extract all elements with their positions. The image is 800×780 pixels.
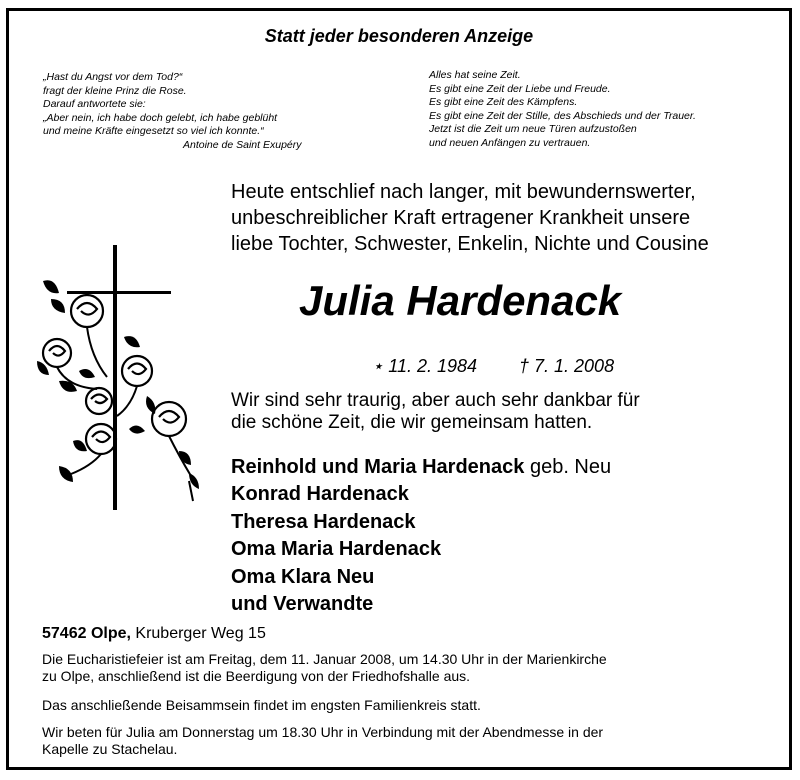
intro-text [231, 179, 709, 257]
death-date: † 7. 1. 2008 [519, 356, 615, 376]
notice-header: Statt jeder besonderen Anzeige [264, 26, 534, 46]
obituary-notice [6, 8, 792, 770]
notice-line: zu Olpe, anschließend ist die Beerdigung von der Friedhofshalle aus. [42, 668, 471, 684]
quote-line: Alles hat seine Zeit. [429, 69, 521, 81]
mourner-name: Konrad Hardenack [231, 483, 409, 506]
quote-line: und meine Kräfte eingesetzt so viel ich konnte.“ [43, 125, 264, 138]
birth-date: ⋆ 11. 2. 1984 [372, 356, 478, 376]
gathering-notice: Das anschließende Beisammsein findet im engsten Familienkreis statt. [42, 697, 481, 713]
intro-line: unbeschreiblicher Kraft ertragener Krankheit unsere [231, 207, 691, 229]
notice-line: Kapelle zu Stachelau. [42, 741, 178, 757]
quote-alles-hat-seine-zeit [429, 69, 696, 151]
quote-line: und neuen Anfängen zu vertrauen. [429, 136, 591, 149]
message-line: die schöne Zeit, die wir gemeinsam hatten. [231, 412, 593, 433]
quote-saint-exupery [43, 71, 302, 153]
quote-line: „Hast du Angst vor dem Tod?“ [43, 71, 183, 83]
mourner-name: Oma Maria Hardenack [231, 538, 442, 561]
quote-line: Jetzt ist die Zeit um neue Türen aufzustoßen [429, 123, 637, 136]
quote-line: Darauf antwortete sie: [43, 98, 146, 111]
mourner-name: Oma Klara Neu [231, 565, 375, 588]
quote-line: Es gibt eine Zeit der Liebe und Freude. [429, 82, 611, 95]
mourner-parents [231, 454, 611, 481]
mourner-name: und Verwandte [231, 593, 374, 616]
mourners-list [231, 454, 611, 618]
address-street: Kruberger Weg 15 [130, 625, 266, 642]
family-address [42, 625, 266, 643]
deceased-name: Julia Hardenack [299, 277, 622, 324]
mourner-name: Reinhold und Maria Hardenack [231, 456, 525, 478]
quote-line: fragt der kleine Prinz die Rose. [43, 84, 187, 97]
quote-line: Es gibt eine Zeit der Stille, des Abschieds und der Trauer. [429, 109, 696, 122]
quote-line: „Aber nein, ich habe doch gelebt, ich habe geblüht [43, 111, 278, 124]
cross-with-roses-icon [29, 241, 214, 526]
maiden-name-note: geb. Neu [524, 456, 612, 478]
prayer-notice [42, 724, 603, 758]
intro-line: liebe Tochter, Schwester, Enkelin, Nichte und Cousine [231, 233, 709, 255]
quote-author: Antoine de Saint Exupéry [183, 138, 302, 151]
notice-line: Die Eucharistiefeier ist am Freitag, dem 11. Januar 2008, um 14.30 Uhr in der Marienkirche [42, 651, 607, 667]
message-line: Wir sind sehr traurig, aber auch sehr dankbar für [231, 390, 640, 411]
intro-line: Heute entschlief nach langer, mit bewundernswerter, [231, 181, 696, 203]
mourner-name: Theresa Hardenack [231, 510, 416, 533]
address-city: 57462 Olpe, [42, 625, 131, 642]
notice-line: Wir beten für Julia am Donnerstag um 18.30 Uhr in Verbindung mit der Abendmesse in der [42, 724, 604, 740]
quote-line: Es gibt eine Zeit des Kämpfens. [429, 96, 578, 109]
mourning-message [231, 390, 640, 434]
funeral-service-notice [42, 651, 607, 685]
